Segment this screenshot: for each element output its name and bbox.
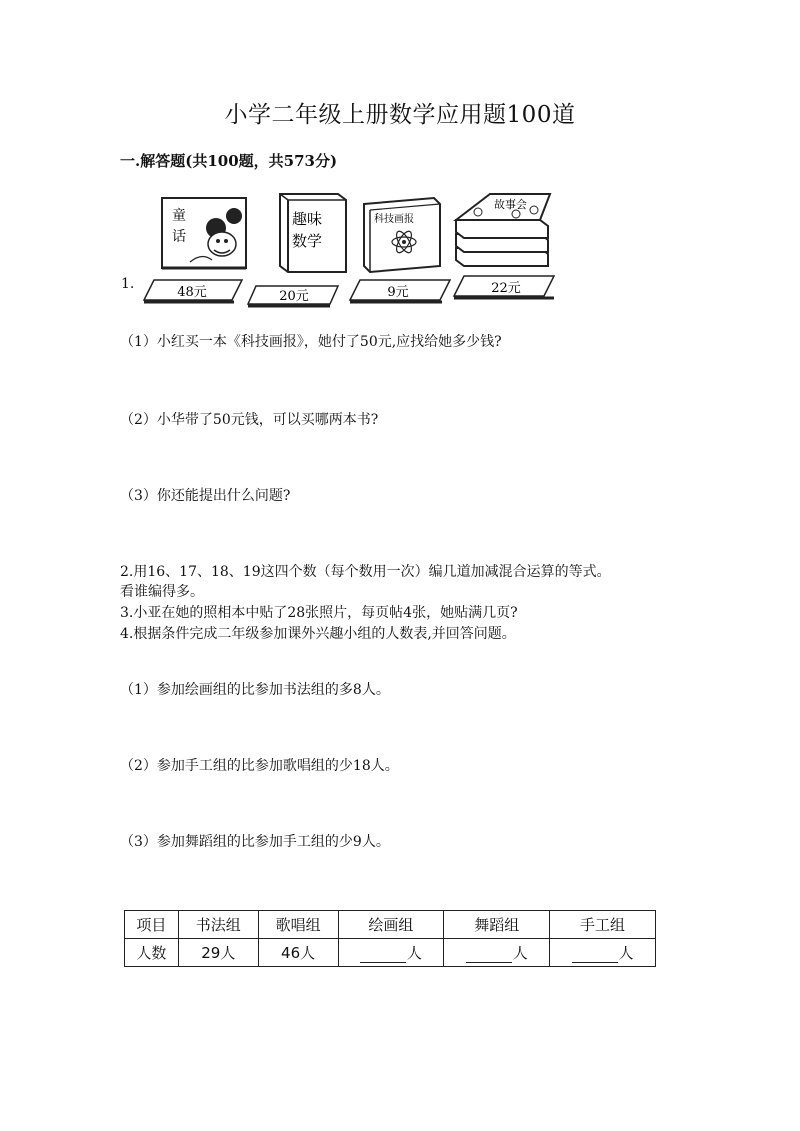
book-story-stack-icon <box>456 194 550 266</box>
table-header-cell: 项目 <box>125 911 179 939</box>
question-4: 4.根据条件完成二年级参加课外兴趣小组的人数表,并回答问题。 <box>120 626 516 642</box>
question-1-number: 1. <box>121 276 135 292</box>
price-label-1: 48元 <box>177 285 207 300</box>
price-label-4: 22元 <box>491 281 521 296</box>
question-1-part-2: （2）小华带了50元钱，可以买哪两本书? <box>120 412 379 428</box>
table-header-cell: 手工组 <box>550 911 656 939</box>
book-1-cover-char-2: 话 <box>172 229 186 245</box>
table-cell-drawing[interactable] <box>338 939 444 967</box>
book-4-cover-title: 故事会 <box>494 198 527 211</box>
books-illustration <box>138 186 558 310</box>
question-2-line-2: 看谁编得多。 <box>120 584 204 600</box>
book-science-pictorial-icon <box>364 198 440 272</box>
table-header-cell: 书法组 <box>178 911 258 939</box>
table-cell-singing: 46人 <box>258 939 338 967</box>
table-row <box>125 939 656 967</box>
price-label-3: 9元 <box>387 285 409 300</box>
question-4-part-2: （2）参加手工组的比参加歌唱组的少18人。 <box>120 758 399 774</box>
question-3: 3.小亚在她的照相本中贴了28张照片，每页帖4张，她贴满几页? <box>120 605 518 621</box>
book-1-cover-char-1: 童 <box>172 208 186 224</box>
unit-label: 人 <box>406 944 422 962</box>
book-fun-math-icon <box>280 194 346 272</box>
section-heading: 一.解答题(共100题，共573分) <box>120 152 338 170</box>
table-header-cell: 歌唱组 <box>258 911 338 939</box>
unit-label: 人 <box>512 944 528 962</box>
price-label-2: 20元 <box>279 289 309 304</box>
price-tag-2 <box>248 286 338 306</box>
table-cell-calligraphy: 29人 <box>178 939 258 967</box>
question-4-part-1: （1）参加绘画组的比参加书法组的多8人。 <box>120 682 390 698</box>
answer-blank[interactable] <box>572 948 618 963</box>
answer-blank[interactable] <box>360 948 406 963</box>
table-cell-handcraft[interactable] <box>550 939 656 967</box>
table-header-cell: 舞蹈组 <box>444 911 550 939</box>
question-2-line-1: 2.用16、17、18、19这四个数（每个数用一次）编几道加减混合运算的等式。 <box>120 564 611 580</box>
table-row-label: 人数 <box>125 939 179 967</box>
table-cell-dance[interactable] <box>444 939 550 967</box>
question-1-part-1: （1）小红买一本《科技画报》，她付了50元,应找给她多少钱? <box>120 334 502 350</box>
unit-label: 人 <box>618 944 634 962</box>
book-2-cover-line-1: 趣味 <box>292 210 323 228</box>
book-3-cover-title: 科技画报 <box>374 214 414 225</box>
answer-blank[interactable] <box>466 948 512 963</box>
question-4-part-3: （3）参加舞蹈组的比参加手工组的少9人。 <box>120 834 390 850</box>
book-2-cover-line-2: 数学 <box>292 232 323 250</box>
price-tag-1 <box>144 280 242 302</box>
book-fairy-tales-icon <box>162 198 246 268</box>
question-1-part-3: （3）你还能提出什么问题? <box>120 488 291 504</box>
table-header-cell: 绘画组 <box>338 911 444 939</box>
price-tag-4 <box>454 276 554 298</box>
table-header-row <box>125 911 656 939</box>
interest-group-table <box>124 910 656 967</box>
price-tag-3 <box>350 280 450 302</box>
page-title: 小学二年级上册数学应用题100道 <box>224 102 576 128</box>
